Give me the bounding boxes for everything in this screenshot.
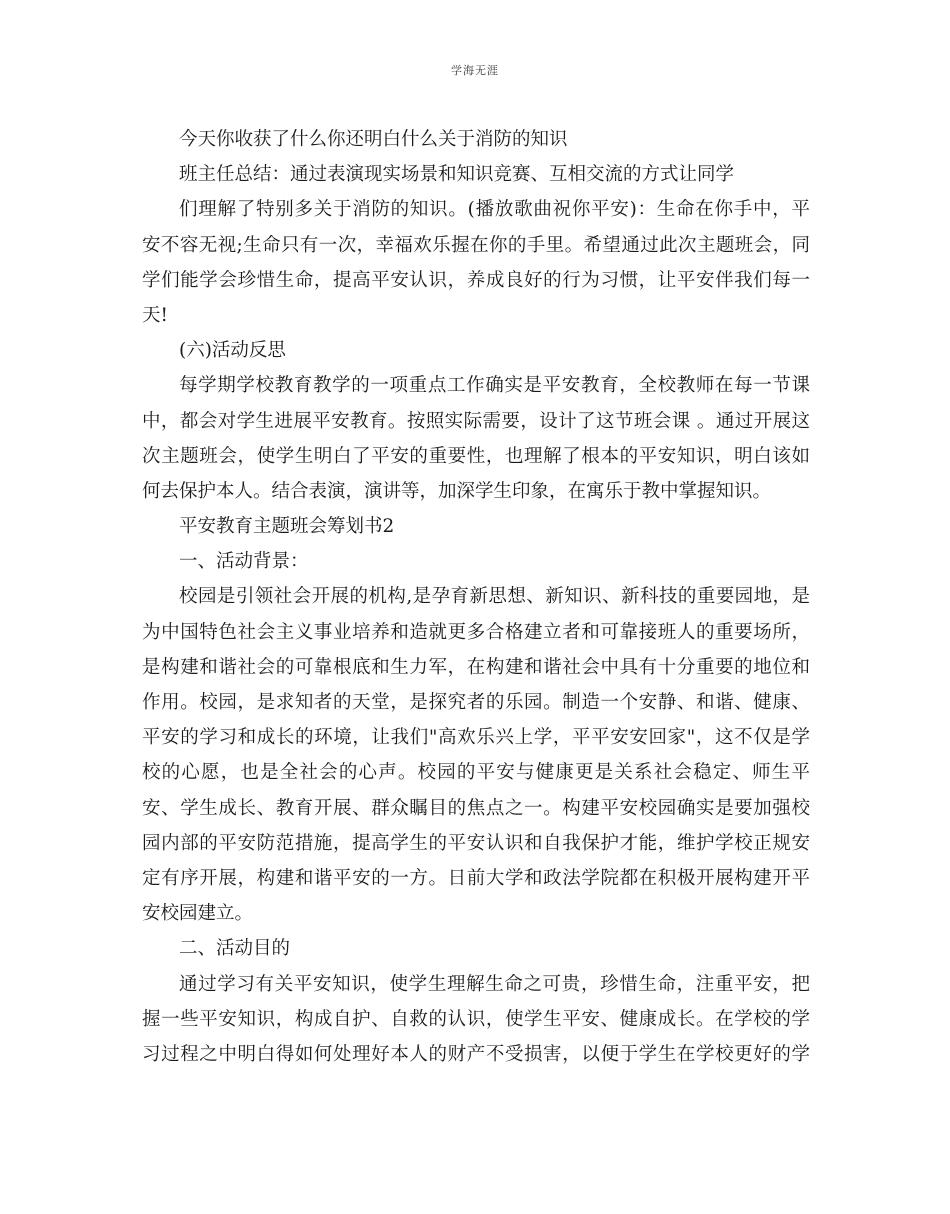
text-line: 为中国特色社会主义事业培养和造就更多合格建立者和可靠接班人的重要场所， (142, 621, 810, 643)
text-line: 定有序开展，构建和谐平安的一方。日前大学和政法学院都在积极开展构建开平 (142, 867, 810, 889)
text-line: 天! (142, 304, 168, 326)
text-line: 通过学习有关平安知识，使学生理解生命之可贵，珍惜生命，注重平安，把 (179, 973, 810, 995)
text-line: 班主任总结：通过表演现实场景和知识竞赛、互相交流的方式让同学 (179, 164, 735, 186)
text-line: 握一些平安知识，构成自护、自救的认识，使学生平安、健康成长。在学校的学 (142, 1008, 810, 1030)
text-line: 何去保护本人。结合表演，演讲等，加深学生印象，在寓乐于教中掌握知识。 (142, 480, 772, 502)
text-line: 今天你收获了什么你还明白什么关于消防的知识 (179, 129, 568, 150)
section-heading: 平安教育主题班会筹划书2 (179, 516, 395, 538)
text-line: 次主题班会，使学生明白了平安的重要性，也理解了根本的平安知识，明白该如 (142, 445, 810, 467)
section-heading: 二、活动目的 (179, 938, 291, 960)
text-line: 安不容无视;生命只有一次，幸福欢乐握在你的手里。希望通过此次主题班会，同 (142, 234, 810, 256)
document-body (142, 122, 810, 1072)
text-line: 安校园建立。 (142, 903, 254, 925)
page-header: 学海无涯 (451, 64, 499, 77)
text-line: 是构建和谐社会的可靠根底和生力军，在构建和谐社会中具有十分重要的地位和 (142, 656, 810, 678)
text-line: 每学期学校教育教学的一项重点工作确实是平安教育，全校教师在每一节课 (179, 375, 810, 397)
text-line: 平安的学习和成长的环境，让我们"高欢乐兴上学，平平安安回家"，这不仅是学 (142, 727, 810, 749)
section-heading: 一、活动背景： (179, 551, 309, 573)
text-line: 学们能学会珍惜生命，提高平安认识，养成良好的行为习惯，让平安伴我们每一 (142, 269, 810, 291)
text-line: 校园是引领社会开展的机构,是孕育新思想、新知识、新科技的重要园地，是 (179, 586, 810, 608)
text-line: 安、学生成长、教育开展、群众瞩目的焦点之一。构建平安校园确实是要加强校 (142, 797, 810, 819)
text-line: 中，都会对学生进展平安教育。按照实际需要，设计了这节班会课 。通过开展这 (142, 410, 810, 432)
text-line: 作用。校园，是求知者的天堂，是探究者的乐园。制造一个安静、和谐、健康、 (142, 692, 810, 713)
text-line: 园内部的平安防范措施，提高学生的平安认识和自我保护才能，维护学校正规安 (142, 832, 810, 854)
text-line: 校的心愿，也是全社会的心声。校园的平安与健康更是关系社会稳定、师生平 (142, 762, 810, 784)
text-line: 们理解了特别多关于消防的知识。(播放歌曲祝你平安)：生命在你手中，平 (179, 199, 810, 221)
text-line: 习过程之中明白得如何处理好本人的财产不受损害，以便于学生在学校更好的学 (142, 1043, 810, 1065)
section-heading: (六)活动反思 (179, 340, 286, 362)
